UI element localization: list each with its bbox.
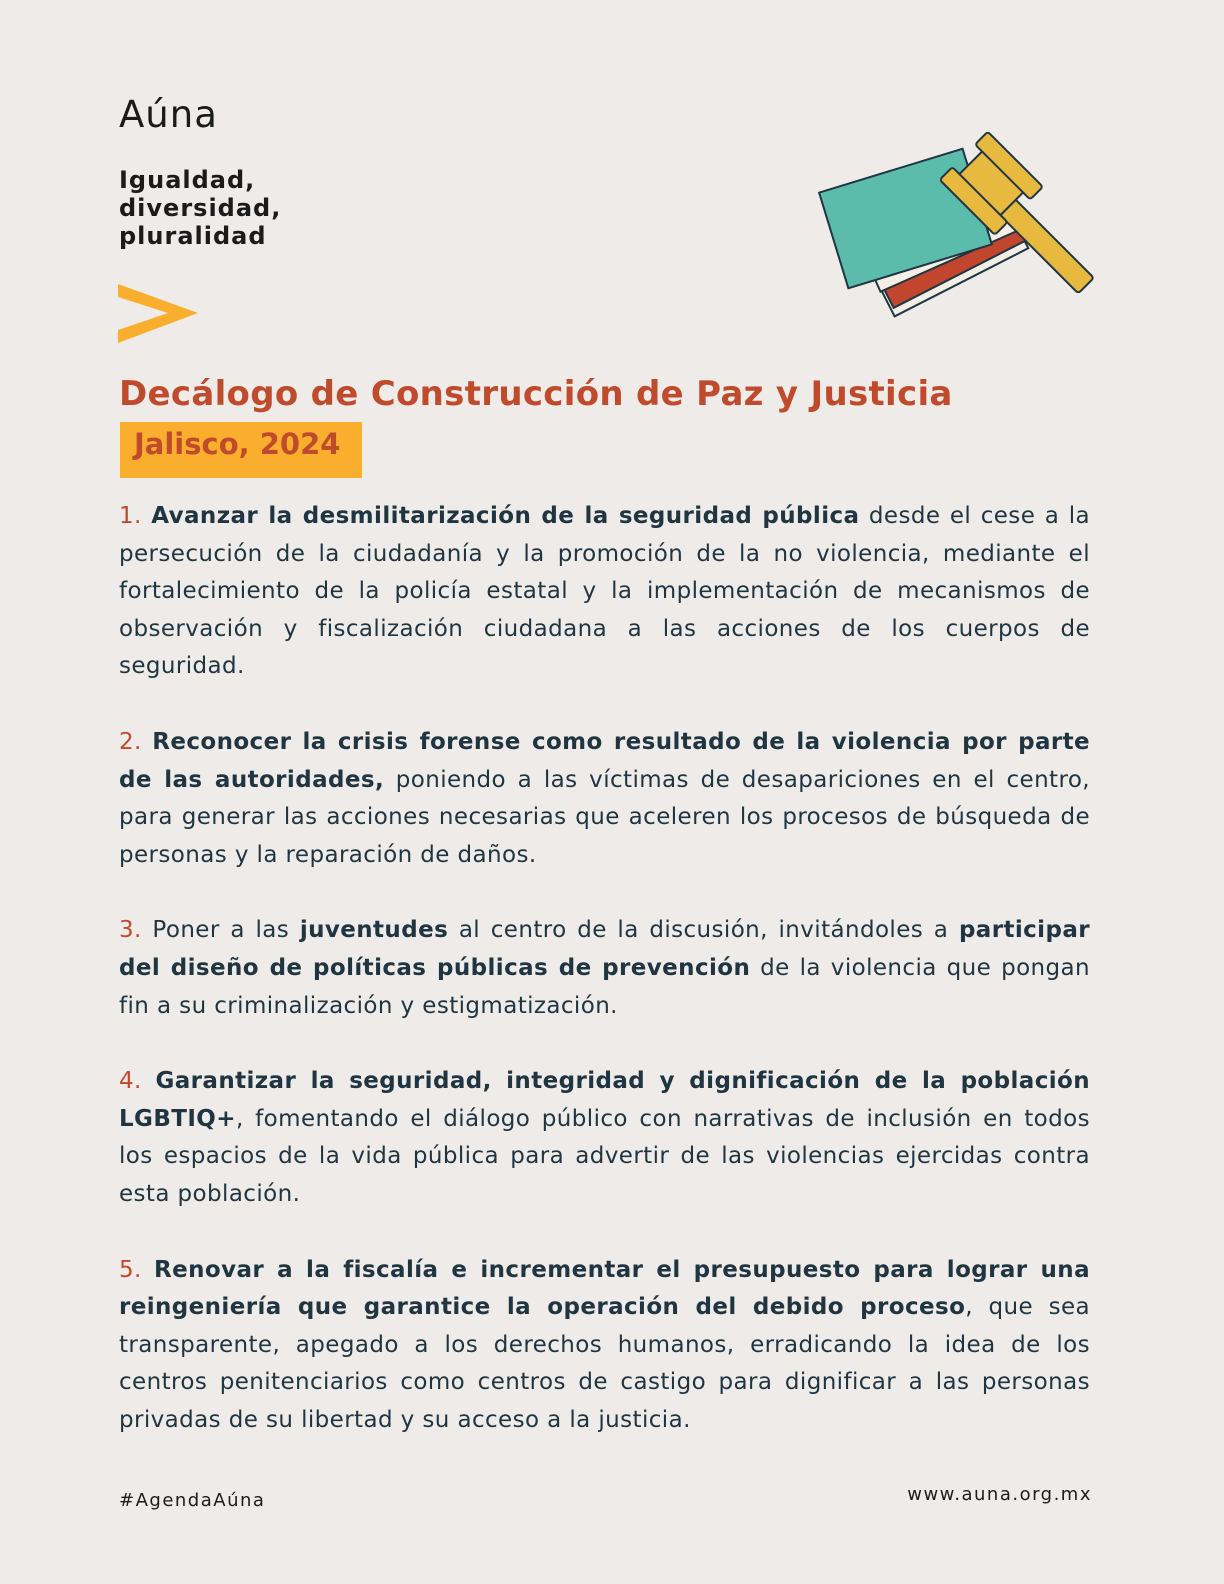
footer-website-link[interactable]: www.auna.org.mx	[907, 1484, 1092, 1505]
item-text: poniendo a las víctimas de desapariciones en el centro, para generar las acciones necesarias que aceleren los procesos de búsqueda de personas y la reparación de daños.	[119, 766, 1090, 868]
list-item	[119, 724, 1090, 874]
list-item	[119, 498, 1090, 686]
books-gavel-icon	[816, 122, 1100, 328]
item-text: al centro de la discusión, invitándoles a	[448, 917, 959, 944]
item-number: 5.	[119, 1256, 142, 1283]
tagline-line: diversidad,	[119, 194, 282, 222]
document-title: Decálogo de Construcción de Paz y Justicia	[119, 374, 953, 414]
item-text-bold: Garantizar la seguridad, integridad y dignificación de la población LGBTIQ+	[119, 1068, 1090, 1132]
item-number: 2.	[119, 728, 142, 755]
tagline-line: Igualdad,	[119, 166, 256, 194]
item-number: 4.	[119, 1068, 142, 1095]
brand-logo: Aúna	[119, 93, 218, 136]
list-item	[119, 1252, 1090, 1440]
footer-hashtag: #AgendaAúna	[119, 1490, 266, 1511]
item-text-bold: Renovar a la fiscalía e incrementar el presupuesto para lograr una reingeniería que garantice la operación del debido proceso	[119, 1256, 1090, 1321]
item-text-bold: Avanzar la desmilitarización de la seguridad pública	[151, 503, 860, 529]
item-number: 3.	[119, 917, 142, 944]
brand-tagline	[119, 166, 281, 250]
document-subtitle: Jalisco, 2024	[134, 427, 341, 461]
item-text-bold: participar del diseño de políticas públicas de prevención	[119, 917, 1090, 981]
item-text: Poner a las	[152, 917, 300, 944]
item-text-bold: juventudes	[299, 917, 449, 944]
item-text-bold: Reconocer la crisis forense como resultado de la violencia por parte de las autoridades,	[119, 728, 1090, 793]
item-text: de la violencia que pongan fin a su criminalización y estigmatización.	[119, 954, 1090, 1019]
item-text: , que sea transparente, apegado a los derechos humanos, erradicando la idea de los centros penitenciarios como centros de castigo para dignificar a las personas privadas de su libertad y su acceso a la justicia.	[119, 1294, 1090, 1433]
list-item	[119, 912, 1090, 1025]
item-text: , fomentando el diálogo público con narrativas de inclusión en todos los espacios de la vida pública para advertir de las violencias ejercidas contra esta población.	[119, 1105, 1090, 1207]
chevron-arrow-icon	[118, 284, 200, 346]
tagline-line: pluralidad	[119, 222, 267, 250]
decalogue-list	[119, 498, 1090, 1477]
item-text: desde el cese a la persecución de la ciudadanía y la promoción de la no violencia, mediante el fortalecimiento de la policía estatal y la implementación de mecanismos de observación y fiscalización ciudadana a las acciones de los cuerpos de seguridad.	[119, 503, 1090, 680]
list-item	[119, 1063, 1090, 1213]
item-number: 1.	[119, 503, 142, 529]
